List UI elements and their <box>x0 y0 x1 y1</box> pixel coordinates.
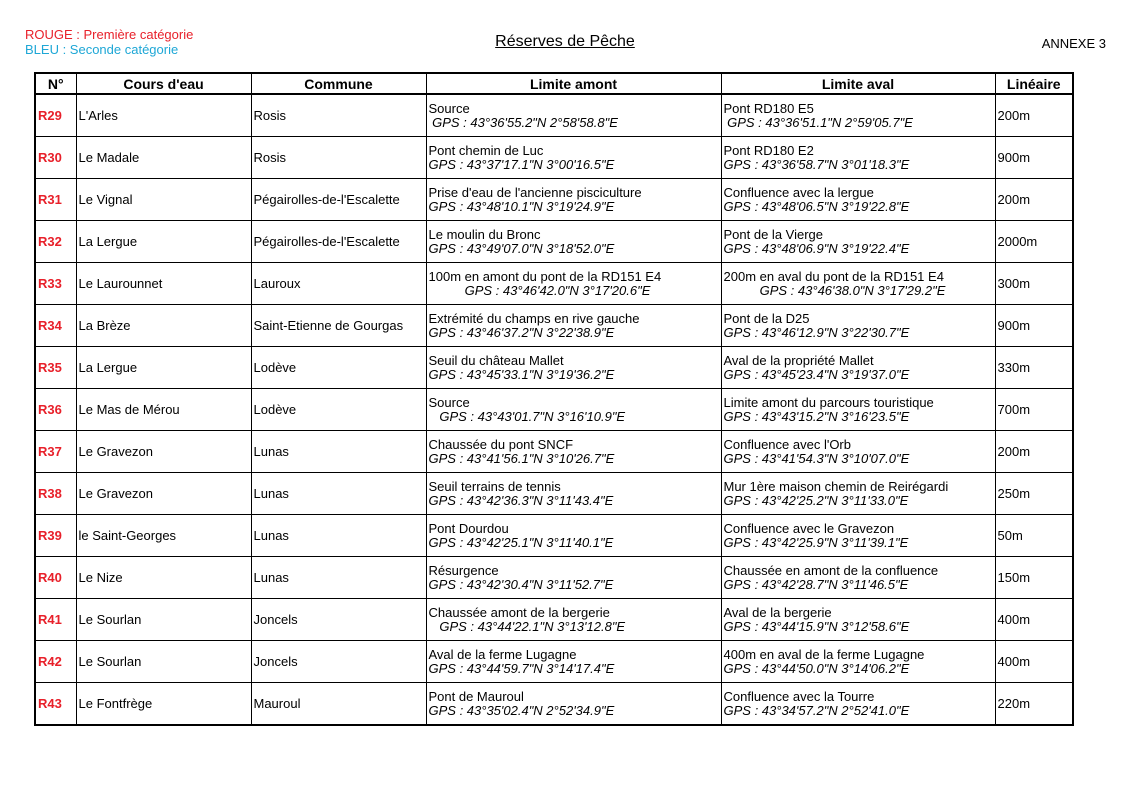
limite-amont-gps: GPS : 43°46'42.0"N 3°17'20.6"E <box>428 282 651 298</box>
reserve-number: R29 <box>35 94 76 137</box>
cours-d-eau-cell: le Saint-Georges <box>76 515 251 557</box>
reserve-number: R42 <box>35 641 76 683</box>
table-row <box>35 263 1073 305</box>
limite-amont-cell <box>426 221 721 263</box>
reserve-number: R35 <box>35 347 76 389</box>
limite-amont-cell <box>426 641 721 683</box>
cours-d-eau-cell: Le Laurounnet <box>76 263 251 305</box>
table-row <box>35 389 1073 431</box>
limite-amont-text: Pont chemin de Luc <box>428 142 544 158</box>
limite-amont-cell <box>426 179 721 221</box>
limite-aval-gps: GPS : 43°44'50.0"N 3°14'06.2"E <box>723 660 910 676</box>
limite-amont-text: Seuil terrains de tennis <box>428 478 561 494</box>
limite-aval-cell <box>721 389 995 431</box>
reserve-number: R36 <box>35 389 76 431</box>
limite-aval-gps: GPS : 43°48'06.5"N 3°19'22.8"E <box>723 198 910 214</box>
table-body <box>35 94 1073 725</box>
limite-amont-gps: GPS : 43°41'56.1"N 3°10'26.7"E <box>428 450 615 466</box>
limite-aval-gps: GPS : 43°45'23.4"N 3°19'37.0"E <box>723 366 910 382</box>
lineaire-cell: 300m <box>995 263 1073 305</box>
limite-amont-cell <box>426 389 721 431</box>
limite-aval-text: 200m en aval du pont de la RD151 E4 <box>723 268 944 284</box>
commune-cell: Lodève <box>251 347 426 389</box>
limite-amont-gps: GPS : 43°49'07.0"N 3°18'52.0"E <box>428 240 615 256</box>
limite-amont-cell <box>426 557 721 599</box>
limite-amont-gps: GPS : 43°42'36.3"N 3°11'43.4"E <box>428 492 614 508</box>
limite-aval-gps: GPS : 43°44'15.9"N 3°12'58.6"E <box>723 618 910 634</box>
limite-amont-cell <box>426 431 721 473</box>
limite-aval-text: Limite amont du parcours touristique <box>723 394 934 410</box>
limite-amont-text: Le moulin du Bronc <box>428 226 541 242</box>
limite-aval-gps: GPS : 43°36'51.1"N 2°59'05.7"E <box>723 114 913 130</box>
limite-aval-gps: GPS : 43°41'54.3"N 3°10'07.0"E <box>723 450 910 466</box>
legend-first-category: ROUGE : Première catégorie <box>25 27 194 42</box>
reserve-number: R32 <box>35 221 76 263</box>
commune-cell: Mauroul <box>251 683 426 726</box>
limite-amont-cell <box>426 683 721 726</box>
reserve-number: R40 <box>35 557 76 599</box>
limite-amont-text: 100m en amont du pont de la RD151 E4 <box>428 268 662 284</box>
commune-cell: Joncels <box>251 641 426 683</box>
limite-amont-gps: GPS : 43°44'22.1"N 3°13'12.8"E <box>428 618 626 634</box>
limite-amont-text: Extrémité du champs en rive gauche <box>428 310 640 326</box>
commune-cell: Lauroux <box>251 263 426 305</box>
header-limite-aval: Limite aval <box>721 73 995 94</box>
cours-d-eau-cell: Le Mas de Mérou <box>76 389 251 431</box>
lineaire-cell: 200m <box>995 94 1073 137</box>
reserve-number: R33 <box>35 263 76 305</box>
limite-aval-gps: GPS : 43°43'15.2"N 3°16'23.5"E <box>723 408 910 424</box>
limite-amont-gps: GPS : 43°45'33.1"N 3°19'36.2"E <box>428 366 615 382</box>
cours-d-eau-cell: Le Fontfrège <box>76 683 251 726</box>
lineaire-cell: 220m <box>995 683 1073 726</box>
limite-amont-gps: GPS : 43°43'01.7"N 3°16'10.9"E <box>428 408 626 424</box>
cours-d-eau-cell: Le Sourlan <box>76 641 251 683</box>
table-row <box>35 94 1073 137</box>
cours-d-eau-cell: Le Gravezon <box>76 473 251 515</box>
header-lineaire: Linéaire <box>995 73 1073 94</box>
table-row <box>35 137 1073 179</box>
table-row <box>35 641 1073 683</box>
limite-aval-text: Pont de la D25 <box>723 310 810 326</box>
commune-cell: Joncels <box>251 599 426 641</box>
cours-d-eau-cell: Le Sourlan <box>76 599 251 641</box>
commune-cell: Lunas <box>251 515 426 557</box>
limite-aval-text: Pont de la Vierge <box>723 226 823 242</box>
limite-amont-cell <box>426 515 721 557</box>
limite-aval-cell <box>721 641 995 683</box>
commune-cell: Lodève <box>251 389 426 431</box>
limite-aval-gps: GPS : 43°42'25.9"N 3°11'39.1"E <box>723 534 909 550</box>
table-row <box>35 557 1073 599</box>
header-commune: Commune <box>251 73 426 94</box>
limite-amont-text: Pont de Mauroul <box>428 688 524 704</box>
reserve-number: R34 <box>35 305 76 347</box>
table-row <box>35 179 1073 221</box>
reserve-number: R31 <box>35 179 76 221</box>
commune-cell: Lunas <box>251 473 426 515</box>
lineaire-cell: 400m <box>995 599 1073 641</box>
lineaire-cell: 900m <box>995 137 1073 179</box>
limite-aval-gps: GPS : 43°34'57.2"N 2°52'41.0"E <box>723 702 910 718</box>
table-row <box>35 431 1073 473</box>
limite-aval-text: Confluence avec l'Orb <box>723 436 851 452</box>
limite-amont-gps: GPS : 43°35'02.4"N 2°52'34.9"E <box>428 702 615 718</box>
limite-amont-cell <box>426 263 721 305</box>
table-row <box>35 473 1073 515</box>
limite-amont-text: Chaussée amont de la bergerie <box>428 604 610 620</box>
lineaire-cell: 50m <box>995 515 1073 557</box>
reserve-number: R38 <box>35 473 76 515</box>
lineaire-cell: 2000m <box>995 221 1073 263</box>
lineaire-cell: 400m <box>995 641 1073 683</box>
lineaire-cell: 700m <box>995 389 1073 431</box>
table-header-row <box>35 73 1073 94</box>
commune-cell: Rosis <box>251 137 426 179</box>
limite-aval-text: Confluence avec la Tourre <box>723 688 875 704</box>
table-row <box>35 221 1073 263</box>
table-row <box>35 683 1073 726</box>
limite-aval-text: Confluence avec le Gravezon <box>723 520 895 536</box>
limite-aval-text: Aval de la propriété Mallet <box>723 352 874 368</box>
limite-aval-text: Mur 1ère maison chemin de Reirégardi <box>723 478 949 494</box>
limite-amont-gps: GPS : 43°44'59.7"N 3°14'17.4"E <box>428 660 615 676</box>
lineaire-cell: 200m <box>995 431 1073 473</box>
limite-aval-cell <box>721 305 995 347</box>
table-row <box>35 599 1073 641</box>
reserve-number: R30 <box>35 137 76 179</box>
limite-amont-text: Résurgence <box>428 562 499 578</box>
limite-aval-cell <box>721 347 995 389</box>
limite-aval-cell <box>721 431 995 473</box>
cours-d-eau-cell: Le Nize <box>76 557 251 599</box>
limite-aval-cell <box>721 515 995 557</box>
limite-amont-gps: GPS : 43°42'30.4"N 3°11'52.7"E <box>428 576 614 592</box>
commune-cell: Saint-Etienne de Gourgas <box>251 305 426 347</box>
table-row <box>35 347 1073 389</box>
lineaire-cell: 250m <box>995 473 1073 515</box>
limite-amont-text: Source <box>428 394 470 410</box>
limite-amont-cell <box>426 347 721 389</box>
limite-amont-text: Prise d'eau de l'ancienne pisciculture <box>428 184 642 200</box>
limite-aval-gps: GPS : 43°46'12.9"N 3°22'30.7"E <box>723 324 910 340</box>
limite-aval-cell <box>721 221 995 263</box>
reserve-number: R43 <box>35 683 76 726</box>
limite-aval-cell <box>721 683 995 726</box>
limite-aval-cell <box>721 263 995 305</box>
commune-cell: Rosis <box>251 94 426 137</box>
limite-aval-gps: GPS : 43°36'58.7"N 3°01'18.3"E <box>723 156 910 172</box>
limite-aval-cell <box>721 137 995 179</box>
limite-amont-gps: GPS : 43°42'25.1"N 3°11'40.1"E <box>428 534 614 550</box>
header-num: N° <box>35 73 76 94</box>
limite-aval-cell <box>721 473 995 515</box>
cours-d-eau-cell: La Lergue <box>76 347 251 389</box>
limite-amont-cell <box>426 473 721 515</box>
table-row <box>35 305 1073 347</box>
limite-amont-gps: GPS : 43°48'10.1"N 3°19'24.9"E <box>428 198 615 214</box>
reserve-number: R37 <box>35 431 76 473</box>
cours-d-eau-cell: L'Arles <box>76 94 251 137</box>
table-row <box>35 515 1073 557</box>
limite-aval-text: Confluence avec la lergue <box>723 184 874 200</box>
limite-aval-cell <box>721 179 995 221</box>
limite-aval-cell <box>721 94 995 137</box>
lineaire-cell: 330m <box>995 347 1073 389</box>
limite-amont-cell <box>426 599 721 641</box>
limite-aval-text: Pont RD180 E2 <box>723 142 814 158</box>
limite-amont-cell <box>426 94 721 137</box>
limite-amont-text: Pont Dourdou <box>428 520 509 536</box>
limite-amont-gps: GPS : 43°37'17.1"N 3°00'16.5"E <box>428 156 615 172</box>
commune-cell: Lunas <box>251 431 426 473</box>
limite-amont-text: Source <box>428 100 470 116</box>
header-limite-amont: Limite amont <box>426 73 721 94</box>
limite-aval-gps: GPS : 43°42'25.2"N 3°11'33.0"E <box>723 492 909 508</box>
limite-aval-gps: GPS : 43°46'38.0"N 3°17'29.2"E <box>723 282 946 298</box>
limite-amont-cell <box>426 305 721 347</box>
limite-aval-gps: GPS : 43°48'06.9"N 3°19'22.4"E <box>723 240 910 256</box>
limite-aval-cell <box>721 557 995 599</box>
cours-d-eau-cell: Le Madale <box>76 137 251 179</box>
limite-aval-cell <box>721 599 995 641</box>
cours-d-eau-cell: Le Gravezon <box>76 431 251 473</box>
limite-amont-text: Aval de la ferme Lugagne <box>428 646 577 662</box>
cours-d-eau-cell: La Brèze <box>76 305 251 347</box>
limite-aval-text: Aval de la bergerie <box>723 604 832 620</box>
commune-cell: Lunas <box>251 557 426 599</box>
commune-cell: Pégairolles-de-l'Escalette <box>251 179 426 221</box>
lineaire-cell: 150m <box>995 557 1073 599</box>
annex-label: ANNEXE 3 <box>1041 36 1106 51</box>
limite-aval-gps: GPS : 43°42'28.7"N 3°11'46.5"E <box>723 576 909 592</box>
reserve-number: R39 <box>35 515 76 557</box>
page-title: Réserves de Pêche <box>495 33 635 50</box>
header-cours-d-eau: Cours d'eau <box>76 73 251 94</box>
limite-amont-text: Chaussée du pont SNCF <box>428 436 574 452</box>
cours-d-eau-cell: La Lergue <box>76 221 251 263</box>
lineaire-cell: 200m <box>995 179 1073 221</box>
limite-aval-text: Pont RD180 E5 <box>723 100 814 116</box>
lineaire-cell: 900m <box>995 305 1073 347</box>
limite-amont-cell <box>426 137 721 179</box>
cours-d-eau-cell: Le Vignal <box>76 179 251 221</box>
limite-aval-text: 400m en aval de la ferme Lugagne <box>723 646 925 662</box>
commune-cell: Pégairolles-de-l'Escalette <box>251 221 426 263</box>
reserve-number: R41 <box>35 599 76 641</box>
limite-amont-gps: GPS : 43°36'55.2"N 2°58'58.8"E <box>428 114 618 130</box>
reserves-table <box>34 72 1074 726</box>
limite-amont-gps: GPS : 43°46'37.2"N 3°22'38.9"E <box>428 324 615 340</box>
limite-amont-text: Seuil du château Mallet <box>428 352 564 368</box>
limite-aval-text: Chaussée en amont de la confluence <box>723 562 939 578</box>
legend-second-category: BLEU : Seconde catégorie <box>25 42 179 57</box>
